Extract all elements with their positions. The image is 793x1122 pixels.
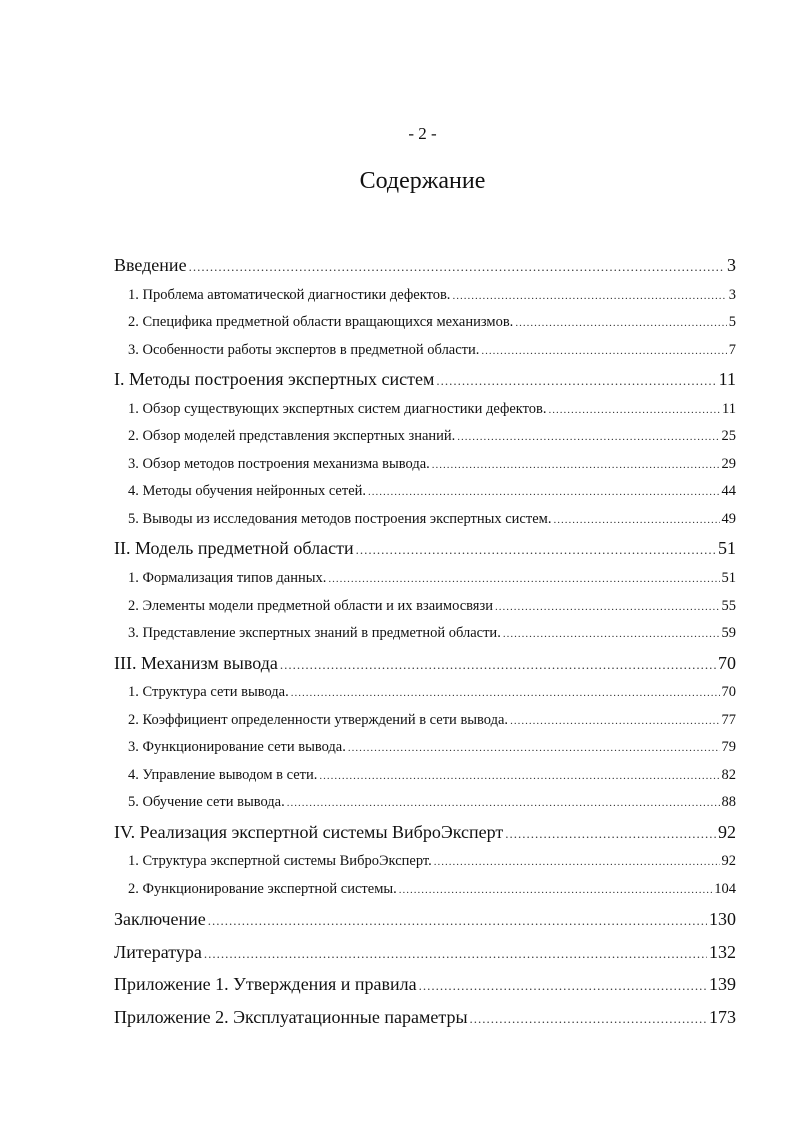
table-of-contents xyxy=(114,250,736,1033)
dot-leader xyxy=(368,479,719,506)
dot-leader xyxy=(287,790,720,817)
dot-leader xyxy=(549,397,721,424)
dot-leader xyxy=(457,424,719,451)
toc-entry-label: 1. Проблема автоматической диагностики дефектов. xyxy=(128,286,451,303)
toc-entry-page: 88 xyxy=(721,794,736,811)
toc-entry-label: II. Модель предметной области xyxy=(114,538,354,559)
toc-subentry[interactable] xyxy=(114,679,736,707)
toc-entry-label: 3. Обзор методов построения механизма вывода. xyxy=(128,455,430,472)
toc-subentry[interactable] xyxy=(114,565,736,593)
toc-entry-label: 5. Обучение сети вывода. xyxy=(128,794,285,811)
toc-entry-literature[interactable] xyxy=(114,936,736,969)
toc-entry-chapter-3[interactable] xyxy=(114,648,736,680)
toc-subentry[interactable] xyxy=(114,282,736,310)
toc-entry-label: 2. Обзор моделей представления экспертных знаний. xyxy=(128,428,456,445)
dot-leader xyxy=(291,680,720,707)
dot-leader xyxy=(495,594,720,621)
toc-entry-page: 3 xyxy=(728,286,736,303)
toc-entry-label: Литература xyxy=(114,941,202,962)
page-number: - 2 - xyxy=(408,124,437,143)
toc-entry-label: IV. Реализация экспертной системы ВиброЭксперт xyxy=(114,821,504,842)
toc-entry-label: 1. Структура экспертной системы ВиброЭксперт. xyxy=(128,853,432,870)
dot-leader xyxy=(189,251,725,282)
toc-entry-label: 3. Функционирование сети вывода. xyxy=(128,739,346,756)
toc-subentry[interactable] xyxy=(114,423,736,451)
toc-entry-page: 82 xyxy=(721,766,736,783)
toc-entry-label: Приложение 2. Эксплуатационные параметры xyxy=(114,1006,468,1027)
toc-subentry[interactable] xyxy=(114,309,736,337)
dot-leader xyxy=(510,708,719,735)
dot-leader xyxy=(208,905,707,936)
toc-entry-intro[interactable] xyxy=(114,250,736,282)
toc-entry-label: Введение xyxy=(114,255,187,275)
toc-entry-page: 11 xyxy=(722,400,736,417)
toc-subentry[interactable] xyxy=(114,876,736,904)
toc-entry-page: 51 xyxy=(721,570,736,587)
toc-entry-label: 3. Особенности работы экспертов в предметной области. xyxy=(128,341,480,358)
toc-entry-page: 29 xyxy=(721,455,736,472)
toc-subentry[interactable] xyxy=(114,593,736,621)
toc-entry-conclusion[interactable] xyxy=(114,903,736,936)
toc-entry-label: 4. Методы обучения нейронных сетей. xyxy=(128,483,367,500)
toc-entry-page: 139 xyxy=(709,974,736,995)
dot-leader xyxy=(436,365,716,396)
toc-entry-label: 1. Формализация типов данных. xyxy=(128,570,327,587)
toc-entry-page: 77 xyxy=(721,711,736,728)
dot-leader xyxy=(348,735,720,762)
toc-entry-label: Приложение 1. Утверждения и правила xyxy=(114,974,417,995)
toc-subentry[interactable] xyxy=(114,337,736,365)
toc-subentry[interactable] xyxy=(114,762,736,790)
toc-entry-page: 70 xyxy=(718,652,736,673)
toc-entry-page: 92 xyxy=(721,853,736,870)
dot-leader xyxy=(432,452,720,479)
dot-leader xyxy=(356,534,716,565)
toc-entry-label: I. Методы построения экспертных систем xyxy=(114,369,435,390)
toc-entry-label: 5. Выводы из исследования методов построения экспертных систем. xyxy=(128,510,552,527)
dot-leader xyxy=(553,507,719,534)
toc-entry-page: 7 xyxy=(728,341,736,358)
dot-leader xyxy=(470,1003,707,1034)
toc-entry-label: 3. Представление экспертных знаний в предметной области. xyxy=(128,625,501,642)
toc-entry-page: 11 xyxy=(718,369,736,390)
toc-entry-page: 5 xyxy=(728,314,736,331)
toc-entry-page: 70 xyxy=(721,684,736,701)
toc-entry-page: 59 xyxy=(721,625,736,642)
toc-entry-page: 79 xyxy=(721,739,736,756)
toc-entry-label: 2. Элементы модели предметной области и их взаимосвязи xyxy=(128,597,493,614)
toc-subentry[interactable] xyxy=(114,506,736,534)
toc-subentry[interactable] xyxy=(114,620,736,648)
toc-entry-appendix-2[interactable] xyxy=(114,1001,736,1034)
toc-subentry[interactable] xyxy=(114,478,736,506)
toc-entry-chapter-4[interactable] xyxy=(114,817,736,849)
dot-leader xyxy=(419,970,707,1001)
dot-leader xyxy=(503,621,720,648)
toc-entry-page: 104 xyxy=(714,880,736,897)
toc-entry-label: 1. Структура сети вывода. xyxy=(128,684,289,701)
toc-entry-label: 2. Функционирование экспертной системы. xyxy=(128,880,397,897)
toc-entry-page: 51 xyxy=(718,538,736,559)
toc-subentry[interactable] xyxy=(114,707,736,735)
dot-leader xyxy=(505,818,716,849)
toc-subentry[interactable] xyxy=(114,451,736,479)
toc-entry-page: 132 xyxy=(709,941,736,962)
toc-entry-page: 173 xyxy=(709,1006,736,1027)
toc-subentry[interactable] xyxy=(114,396,736,424)
dot-leader xyxy=(280,649,716,680)
toc-subentry[interactable] xyxy=(114,848,736,876)
dot-leader xyxy=(481,338,726,365)
toc-entry-page: 3 xyxy=(727,255,736,275)
toc-entry-label: III. Механизм вывода xyxy=(114,652,278,673)
page-title: Содержание xyxy=(359,168,486,194)
toc-entry-page: 44 xyxy=(721,483,736,500)
dot-leader xyxy=(452,283,726,310)
toc-entry-page: 130 xyxy=(709,909,736,930)
dot-leader xyxy=(399,877,713,904)
toc-entry-label: 4. Управление выводом в сети. xyxy=(128,766,318,783)
toc-entry-label: 1. Обзор существующих экспертных систем диагностики дефектов. xyxy=(128,400,547,417)
toc-entry-chapter-2[interactable] xyxy=(114,533,736,565)
toc-entry-label: Заключение xyxy=(114,909,206,930)
toc-entry-label: 2. Коэффициент определенности утверждений в сети вывода. xyxy=(128,711,509,728)
toc-entry-page: 49 xyxy=(721,510,736,527)
dot-leader xyxy=(319,763,719,790)
toc-subentry[interactable] xyxy=(114,734,736,762)
toc-entry-label: 2. Специфика предметной области вращающихся механизмов. xyxy=(128,314,514,331)
toc-entry-chapter-1[interactable] xyxy=(114,364,736,396)
dot-leader xyxy=(434,849,720,876)
toc-entry-page: 25 xyxy=(721,428,736,445)
dot-leader xyxy=(515,310,726,337)
toc-subentry[interactable] xyxy=(114,789,736,817)
toc-entry-page: 55 xyxy=(721,597,736,614)
dot-leader xyxy=(328,566,719,593)
toc-entry-page: 92 xyxy=(718,821,736,842)
dot-leader xyxy=(204,938,707,969)
toc-entry-appendix-1[interactable] xyxy=(114,968,736,1001)
